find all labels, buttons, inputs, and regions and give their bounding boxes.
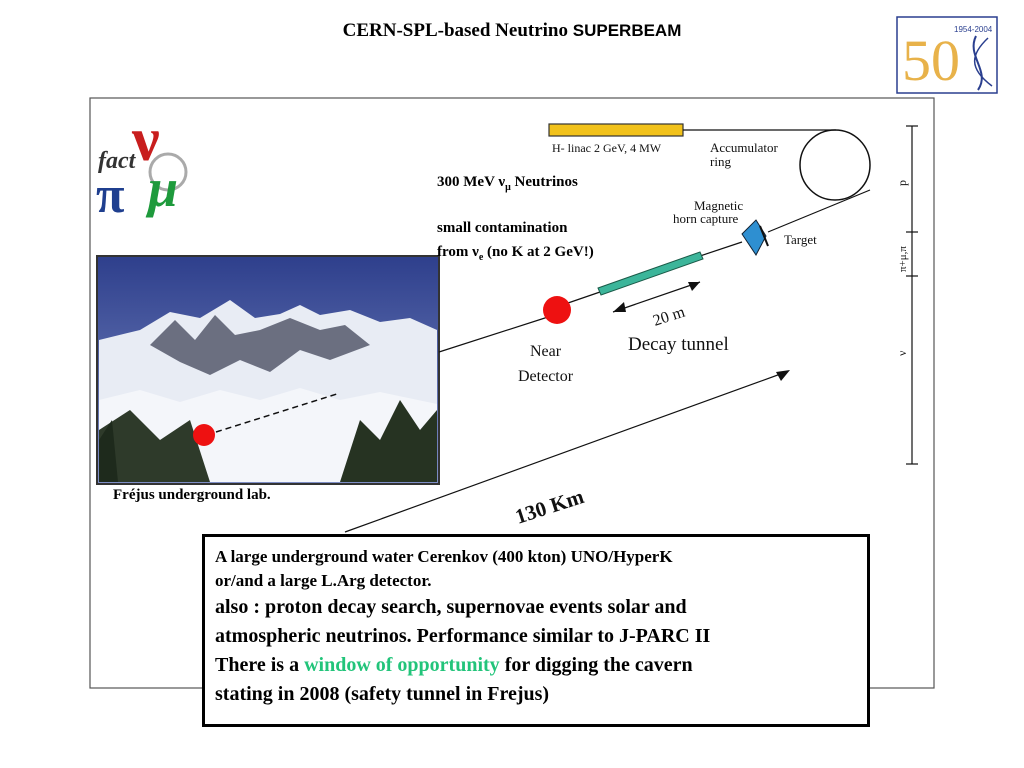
window-of-opportunity: window of opportunity [304, 654, 500, 676]
summary-line-2: or/and a large L.Arg detector. [215, 571, 432, 590]
summary-line-4: atmospheric neutrinos. Performance similar to J-PARC II [215, 625, 711, 647]
decay-tunnel-label: Decay tunnel [628, 334, 729, 355]
frejus-photo [97, 256, 439, 484]
summary-box [202, 534, 870, 727]
fact-logo [96, 106, 186, 224]
decay-tunnel [598, 252, 703, 295]
near-detector-label-1: Near [530, 343, 562, 360]
neutrino-energy-label [437, 174, 578, 193]
side-label-pimu: π+μ,π [897, 246, 909, 272]
summary-line-5-a: There is a [215, 654, 300, 676]
logo-number: 50 [902, 28, 960, 93]
neutrino-energy-sub: μ [505, 182, 511, 193]
neutrino-energy-tail: Neutrinos [514, 174, 578, 190]
magnetic-horn [742, 220, 766, 255]
accumulator-label-2: ring [710, 154, 731, 169]
accumulator-label-1: Accumulator [710, 140, 778, 155]
photo-caption: Fréjus underground lab. [113, 487, 271, 503]
near-detector-marker [543, 296, 571, 324]
summary-line-3: also : proton decay search, supernovae events solar and [215, 596, 687, 618]
title-emphasis: SUPERBEAM [572, 21, 682, 40]
contamination-sub: e [478, 252, 484, 263]
summary-line-1: A large underground water Cerenkov (400 kton) UNO/HyperK [215, 547, 673, 566]
baseline-distance-label: 130 Km [512, 484, 587, 529]
far-detector-marker [193, 424, 215, 446]
summary-line-6: stating in 2008 (safety tunnel in Frejus) [215, 683, 550, 705]
linac-label: H- linac 2 GeV, 4 MW [552, 141, 662, 155]
accumulator-ring [800, 130, 870, 200]
logo-years: 1954-2004 [954, 25, 993, 34]
summary-line-5 [215, 651, 857, 680]
linac-bar [549, 124, 683, 136]
near-detector-label-2: Detector [518, 368, 574, 385]
horn-label-1: Magnetic [694, 198, 744, 213]
fact-logo-nu: ν [132, 106, 160, 174]
target-label: Target [784, 232, 817, 247]
contamination-line-1: small contamination [437, 220, 568, 236]
title-main: CERN-SPL-based Neutrino [342, 20, 568, 41]
neutrino-energy-text: 300 MeV ν [437, 174, 506, 190]
fact-logo-text: fact [98, 148, 136, 174]
side-label-p: p [895, 180, 909, 186]
fact-logo-pi: π [96, 167, 125, 224]
fact-logo-mu: μ [148, 158, 179, 218]
summary-line-5-b: for digging the cavern [504, 654, 693, 676]
horn-label-2: horn capture [673, 211, 739, 226]
tunnel-distance-label: 20 m [650, 303, 688, 330]
side-label-nu: ν [895, 350, 909, 356]
contamination-line-2 [437, 244, 594, 263]
contamination-from: from ν [437, 244, 479, 260]
contamination-note: (no K at 2 GeV!) [487, 244, 594, 260]
